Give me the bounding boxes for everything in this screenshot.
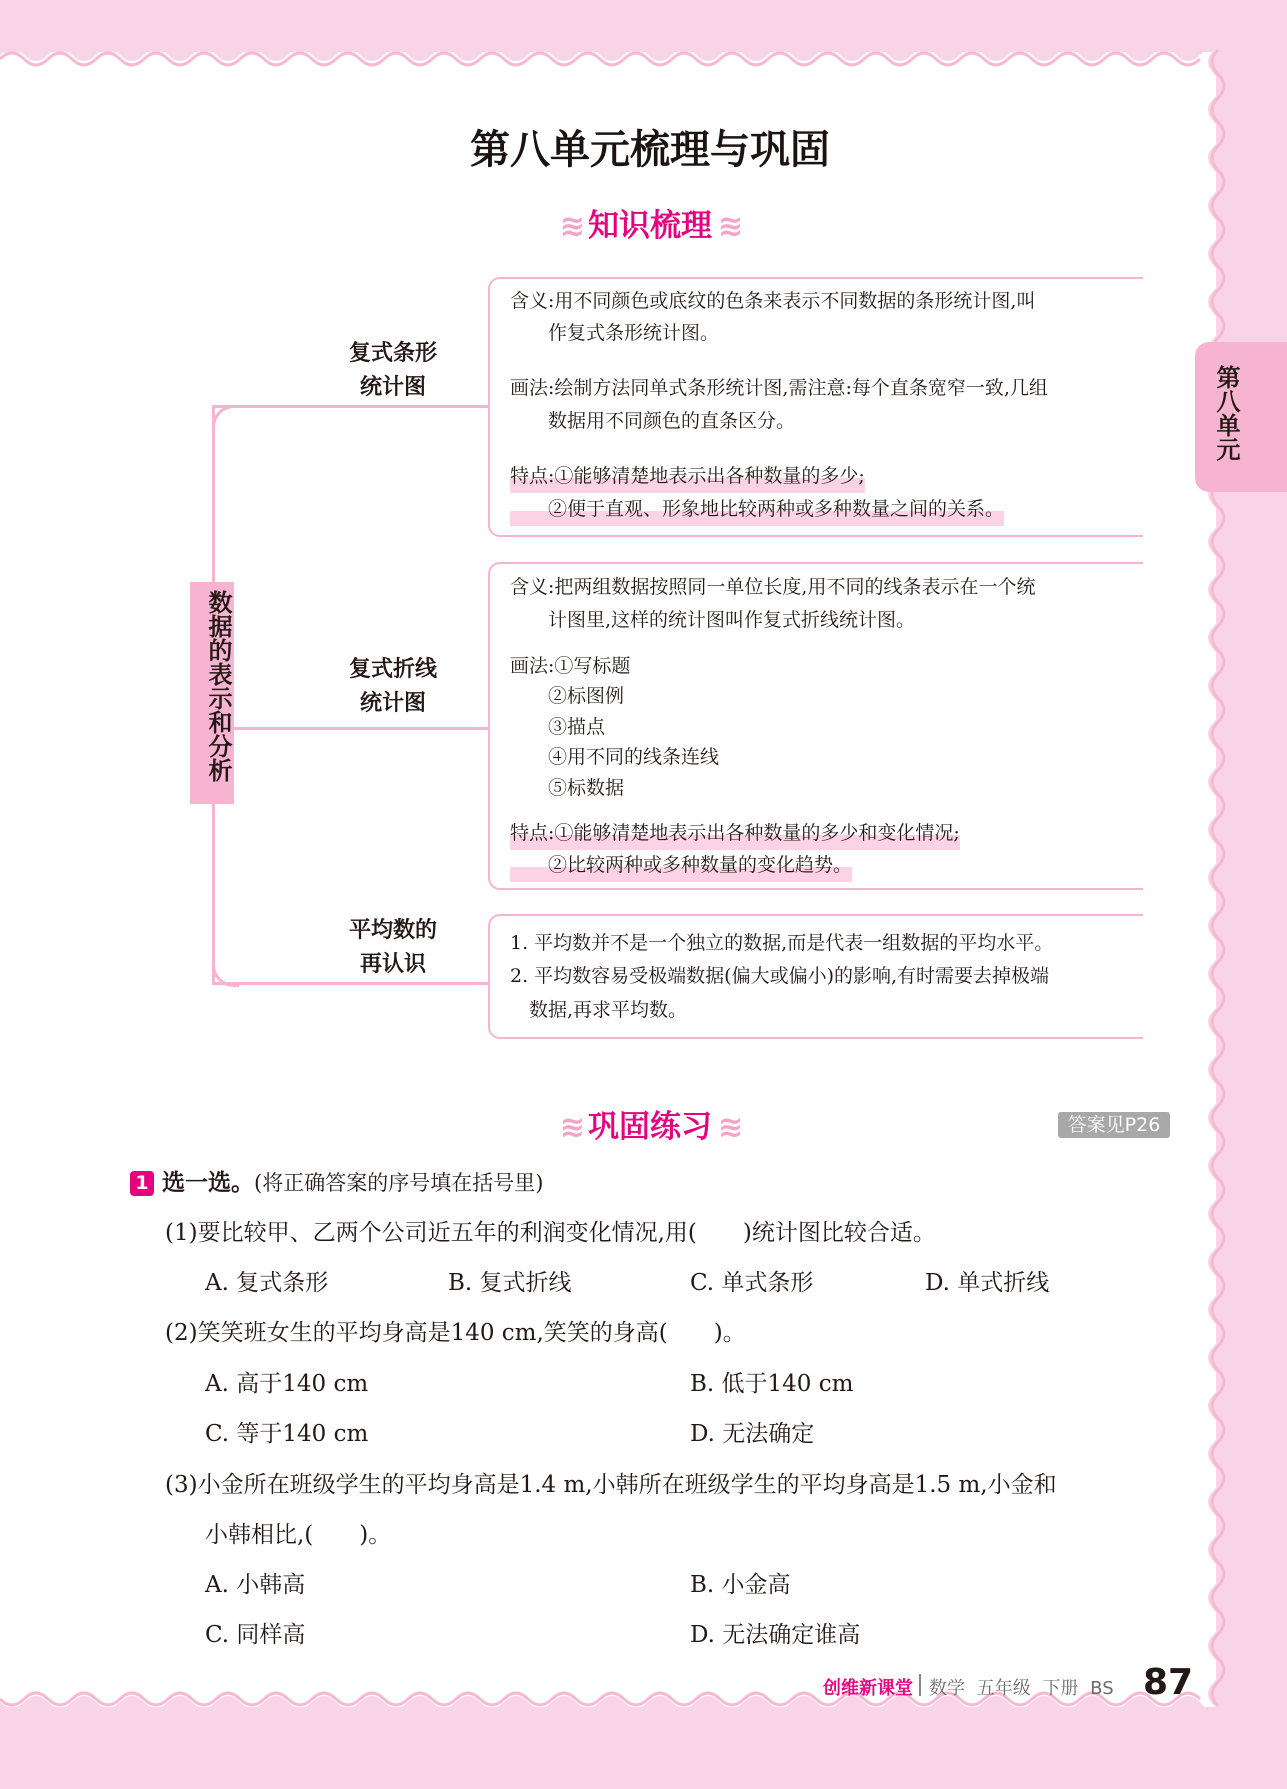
box-line: 数据,再求平均数。 [510, 999, 688, 1021]
box-line: 计图里,这样的统计图叫作复式折线统计图。 [510, 609, 916, 631]
question-title: 选一选。 [162, 1170, 254, 1196]
question-number-badge: 1 [130, 1171, 154, 1196]
option-1d: D. 单式折线 [925, 1270, 1050, 1296]
box-line: 含义:用不同颜色或底纹的色条来表示不同数据的条形统计图,叫 [510, 290, 1036, 312]
wave-ornament-icon: ≋ [559, 209, 582, 244]
box-line: ③描点 [510, 716, 606, 738]
branch-label-line: 再认识 [359, 952, 426, 977]
branch-label-compound-bar [318, 337, 468, 405]
box-line: 1. 平均数并不是一个独立的数据,而是代表一组数据的平均水平。 [510, 932, 1054, 954]
option-2b: B. 低于140 cm [690, 1371, 854, 1397]
option-2c: C. 等于140 cm [205, 1421, 369, 1447]
branch-label-line: 平均数的 [348, 918, 437, 943]
option-2a: A. 高于140 cm [205, 1371, 369, 1397]
box-line: 含义:把两组数据按照同一单位长度,用不同的线条表示在一个统 [510, 576, 1036, 598]
box-line: ⑤标数据 [510, 777, 625, 799]
question-stem-2: (2)笑笑班女生的平均身高是140 cm,笑笑的身高( )。 [165, 1320, 746, 1346]
question-stem-1: (1)要比较甲、乙两个公司近五年的利润变化情况,用( )统计图比较合适。 [165, 1220, 936, 1246]
right-wave-border [1196, 50, 1230, 1710]
box-line: ②标图例 [510, 685, 625, 707]
box-line: ④用不同的线条连线 [510, 746, 720, 768]
question-stem-3-cont: 小韩相比,( )。 [205, 1522, 392, 1548]
page-title: 第八单元梳理与巩固 [470, 127, 830, 173]
option-3d: D. 无法确定谁高 [690, 1622, 861, 1648]
knowledge-heading [0, 200, 1287, 245]
box-line: 画法:①写标题 [510, 655, 631, 677]
mindmap-root-label: 数据的表示和分析 [204, 590, 232, 782]
question-instruction: (将正确答案的序号填在括号里) [254, 1171, 544, 1195]
option-3c: C. 同样高 [205, 1622, 306, 1648]
branch-label-average [318, 914, 468, 982]
option-3a: A. 小韩高 [205, 1572, 306, 1598]
box-line-highlight: ②便于直观、形象地比较两种或多种数量之间的关系。 [510, 493, 1004, 526]
answer-reference-badge: 答案见P26 [1058, 1112, 1170, 1138]
option-3b: B. 小金高 [690, 1572, 791, 1598]
wave-ornament-icon: ≋ [718, 209, 741, 244]
box-line-highlight: 特点:①能够清楚地表示出各种数量的多少和变化情况; [510, 817, 960, 850]
footer-info: 数学 五年级 下册 BS [929, 1678, 1114, 1699]
page-number: 87 [1143, 1662, 1194, 1703]
box-line: 数据用不同颜色的直条区分。 [510, 410, 796, 432]
box-line: 画法:绘制方法同单式条形统计图,需注意:每个直条宽窄一致,几组 [510, 377, 1048, 399]
option-1c: C. 单式条形 [690, 1270, 814, 1296]
box-line-highlight: 特点:①能够清楚地表示出各种数量的多少; [510, 460, 865, 493]
box-line: 2. 平均数容易受极端数据(偏大或偏小)的影响,有时需要去掉极端 [510, 965, 1050, 987]
connector-top [212, 405, 488, 408]
option-1a: A. 复式条形 [205, 1270, 329, 1296]
connector-middle [232, 727, 488, 730]
footer-brand: 创维新课堂 [823, 1678, 913, 1699]
branch-label-line: 复式条形 [348, 341, 437, 366]
branch-label-line: 统计图 [359, 691, 426, 716]
branch-label-line: 统计图 [359, 375, 426, 400]
wave-ornament-icon: ≋ [718, 1110, 741, 1145]
question-title-row [162, 1168, 543, 1198]
connector-bottom [212, 982, 488, 985]
question-stem-3: (3)小金所在班级学生的平均身高是1.4 m,小韩所在班级学生的平均身高是1.5 m,小金和 [165, 1472, 1057, 1498]
option-2d: D. 无法确定 [690, 1421, 815, 1447]
wave-ornament-icon: ≋ [559, 1110, 582, 1145]
footer-separator [919, 1674, 921, 1696]
box-line: 作复式条形统计图。 [510, 322, 720, 344]
top-wave-border [0, 40, 1216, 70]
option-1b: B. 复式折线 [448, 1270, 572, 1296]
knowledge-heading-text: 知识梳理 [588, 208, 712, 244]
practice-heading-text: 巩固练习 [588, 1109, 712, 1145]
unit-side-tab-label: 第八单元 [1212, 365, 1240, 461]
branch-label-compound-line [318, 653, 468, 721]
box-line-highlight: ②比较两种或多种数量的变化趋势。 [510, 849, 852, 882]
branch-label-line: 复式折线 [348, 657, 437, 682]
